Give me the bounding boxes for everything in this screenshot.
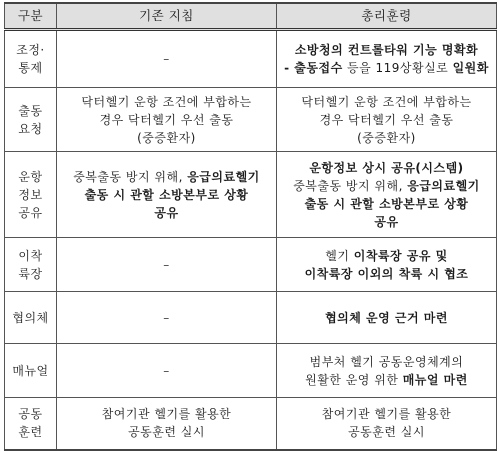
previous-cell: [57, 398, 277, 450]
bold-text: 응급의료헬기: [187, 169, 260, 184]
category-text: 매뉴얼: [12, 363, 49, 378]
row-category: [5, 88, 57, 152]
cell-line: (중증환자): [357, 130, 416, 145]
category-text: 공동 훈련: [18, 407, 43, 440]
new-cell: [277, 88, 497, 152]
cell-line: 닥터헬기 운항 조건에 부합하는: [81, 94, 252, 109]
cell-line: 참여기관 헬기를 활용한: [321, 407, 452, 422]
cell-line: 공유: [154, 205, 179, 220]
header-category: 구분: [5, 3, 57, 30]
new-cell: [277, 238, 497, 292]
empty-dash: –: [163, 257, 170, 272]
row-category: [5, 344, 57, 398]
cell-line: 이착륙장 이외의 착륙 시 협조: [304, 266, 469, 281]
header-previous-guideline: 기존 지침: [57, 3, 277, 30]
category-text: 조정· 통제: [16, 43, 45, 75]
cell-line: 소방청의 컨트롤타워 기능 명확화: [294, 43, 479, 57]
previous-cell: [57, 88, 277, 152]
comparison-table: [4, 2, 497, 451]
cell-line: 공유: [374, 214, 399, 229]
cell-line: [280, 59, 493, 77]
new-cell: [277, 344, 497, 398]
table-row: [5, 88, 497, 152]
header-row: [5, 3, 497, 30]
previous-cell: [57, 238, 277, 292]
new-cell: [277, 292, 497, 344]
plain-text: 중복출동 방지 위해,: [293, 178, 408, 193]
table-row: [5, 344, 497, 398]
table-row: [5, 238, 497, 292]
cell-line: [280, 371, 493, 389]
cell-line: 경우 닥터헬기 우선 출동: [319, 112, 454, 127]
table-row: [5, 398, 497, 450]
bold-text: 응급의료헬기: [407, 178, 480, 193]
cell-line: 범부처 헬기 공동운영체계의: [309, 354, 464, 369]
cell-line: [280, 247, 493, 265]
plain-text: 중복출동 방지 위해,: [73, 169, 188, 184]
plain-text: 원활한 운영 위한: [305, 372, 403, 387]
category-text: 운항 정보 공유: [18, 169, 43, 220]
empty-dash: –: [163, 363, 170, 378]
cell-line: 운항정보 상시 공유(시스템): [309, 160, 464, 175]
previous-cell: [57, 152, 277, 238]
previous-cell: [57, 30, 277, 88]
bold-text: - 출동접수: [284, 61, 343, 75]
bold-text: 이착륙장 공유 및: [353, 248, 448, 263]
new-cell: [277, 152, 497, 238]
cell-line: 공동훈련 실시: [348, 425, 425, 440]
cell-line: 참여기관 헬기를 활용한: [101, 407, 232, 422]
category-text: 협의체: [12, 310, 49, 325]
cell-line: (중증환자): [137, 130, 196, 145]
empty-dash: –: [163, 52, 170, 66]
row-category: [5, 30, 57, 88]
plain-text: 등을 119상황실로: [342, 61, 453, 75]
previous-cell: [57, 344, 277, 398]
new-cell: [277, 30, 497, 88]
cell-line: 공동훈련 실시: [128, 425, 205, 440]
cell-line: [60, 168, 273, 186]
row-category: [5, 398, 57, 450]
bold-text: 매뉴얼 마련: [402, 372, 468, 387]
category-text: 이착 륙장: [18, 248, 43, 281]
row-category: [5, 152, 57, 238]
previous-cell: [57, 292, 277, 344]
table-row: [5, 152, 497, 238]
header-prime-minister-directive: 총리훈령: [277, 3, 497, 30]
row-category: [5, 238, 57, 292]
row-category: [5, 292, 57, 344]
cell-line: 경우 닥터헬기 우선 출동: [99, 112, 234, 127]
table-row: [5, 30, 497, 88]
cell-line: 닥터헬기 운항 조건에 부합하는: [301, 94, 472, 109]
cell-line: 출동 시 관할 소방본부로 상황: [84, 187, 249, 202]
bold-text: 일원화: [452, 61, 489, 75]
plain-text: 헬기: [325, 248, 354, 263]
cell-line: 출동 시 관할 소방본부로 상황: [304, 196, 469, 211]
table-row: [5, 292, 497, 344]
cell-line: [280, 177, 493, 195]
comparison-table-wrapper: [4, 2, 496, 451]
cell-line: 협의체 운영 근거 마련: [325, 310, 448, 325]
category-text: 출동 요청: [18, 103, 43, 136]
new-cell: [277, 398, 497, 450]
empty-dash: –: [163, 310, 170, 325]
